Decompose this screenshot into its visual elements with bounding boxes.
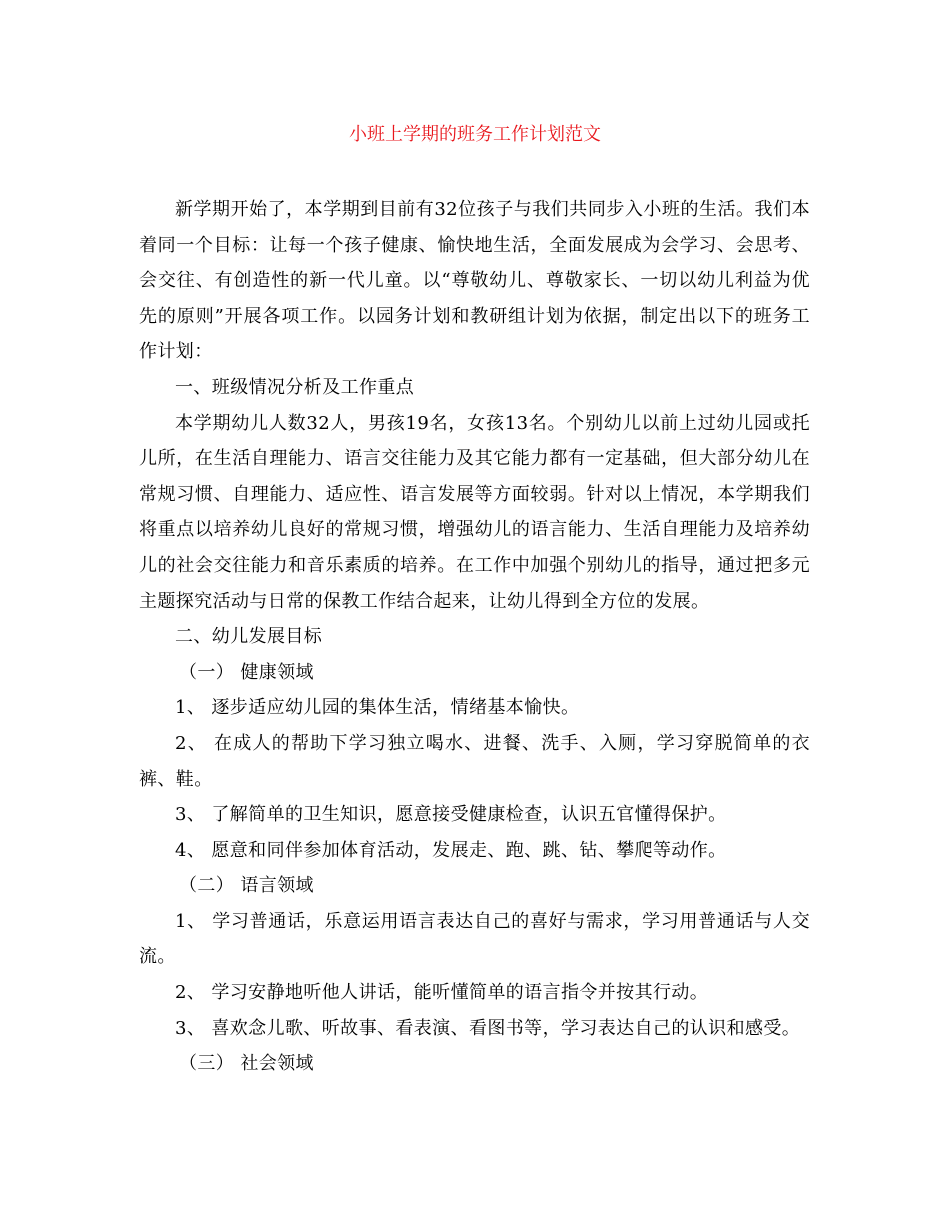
health-item-1: 1、 逐步适应幼儿园的集体生活，情绪基本愉快。 (175, 697, 580, 719)
document-body (139, 192, 810, 1082)
language-item-2: 2、 学习安静地听他人讲话，能听懂简单的语言指令并按其行动。 (175, 982, 709, 1004)
health-item-2: 2、 在成人的帮助下学习独立喝水、进餐、洗手、入厕，学习穿脱简单的衣裤、鞋。 (139, 732, 810, 790)
language-item-1: 1、 学习普通话，乐意运用语言表达自己的喜好与需求，学习用普通话与人交流。 (139, 910, 810, 968)
document-title: 小班上学期的班务工作计划范文 (349, 124, 601, 145)
language-item-3: 3、 喜欢念儿歌、听故事、看表演、看图书等，学习表达自己的认识和感受。 (175, 1017, 801, 1039)
subheading-language: （二） 语言领域 (179, 875, 314, 897)
health-item-3: 3、 了解简单的卫生知识，愿意接受健康检查，认识五官懂得保护。 (175, 804, 727, 826)
subheading-health: （一） 健康领域 (179, 661, 314, 683)
class-analysis-paragraph: 本学期幼儿人数32人，男孩19名，女孩13名。个别幼儿以前上过幼儿园或托儿所，在生活自理能力、语言交往能力及其它能力都有一定基础，但大部分幼儿在常规习惯、自理能力、适应性、语言发展等方面较弱。针对以上情况，本学期我们将重点以培养幼儿良好的常规习惯，增强幼儿的语言能力、生活自理能力及培养幼儿的社会交往能力和音乐素质的培养。在工作中加强个别幼儿的指导，通过把多元主题探究活动与日常的保教工作结合起来，让幼儿得到全方位的发展。 (139, 412, 810, 612)
intro-paragraph: 新学期开始了，本学期到目前有32位孩子与我们共同步入小班的生活。我们本着同一个目标：让每一个孩子健康、愉快地生活，全面发展成为会学习、会思考、会交往、有创造性的新一代儿童。以“尊敬幼儿、尊敬家长、一切以幼儿利益为优先的原则”开展各项工作。以园务计划和教研组计划为依据，制定出以下的班务工作计划： (139, 199, 810, 363)
subheading-social: （三） 社会领域 (179, 1053, 314, 1075)
health-item-4: 4、 愿意和同伴参加体育活动，发展走、跑、跳、钻、攀爬等动作。 (175, 839, 727, 861)
section-heading-class-analysis: 一、班级情况分析及工作重点 (175, 376, 415, 398)
section-heading-development-goals: 二、幼儿发展目标 (175, 626, 323, 648)
